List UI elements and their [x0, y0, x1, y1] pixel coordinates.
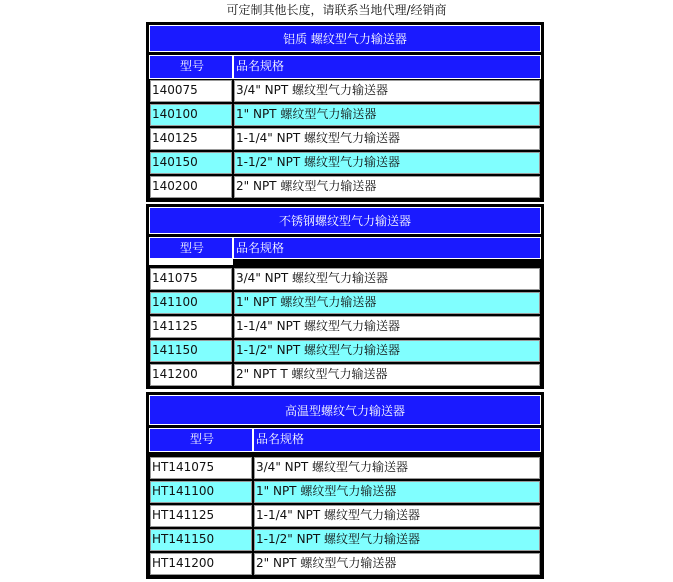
spec-cell: 2" NPT T 螺纹型气力输送器 — [233, 363, 541, 387]
table-row — [149, 315, 541, 339]
spec-cell: 1-1/4" NPT 螺纹型气力输送器 — [253, 504, 541, 528]
table-row — [149, 480, 541, 504]
table-row — [149, 291, 541, 315]
model-cell: 140125 — [149, 127, 233, 151]
length-note: 可定制其他长度，请联系当地代理/经销商 — [226, 3, 447, 17]
column-header-model: 型号 — [149, 237, 233, 259]
stainless-table — [146, 204, 544, 389]
model-cell: HT141100 — [149, 480, 253, 504]
model-cell: 140200 — [149, 175, 233, 199]
table-row — [149, 552, 541, 576]
spec-cell: 1-1/4" NPT 螺纹型气力输送器 — [233, 127, 541, 151]
spec-cell: 1" NPT 螺纹型气力输送器 — [233, 291, 541, 315]
spec-cell: 1-1/2" NPT 螺纹型气力输送器 — [233, 339, 541, 363]
table-row — [149, 175, 541, 199]
model-cell: 140100 — [149, 103, 233, 127]
table-row — [149, 79, 541, 103]
table-row — [149, 504, 541, 528]
spec-cell: 3/4" NPT 螺纹型气力输送器 — [233, 79, 541, 103]
table-title: 不锈钢螺纹型气力输送器 — [149, 207, 541, 234]
table-row — [149, 456, 541, 480]
spec-cell: 2" NPT 螺纹型气力输送器 — [233, 175, 541, 199]
high-temp-table — [146, 392, 544, 579]
spec-cell: 1" NPT 螺纹型气力输送器 — [253, 480, 541, 504]
spec-cell: 1" NPT 螺纹型气力输送器 — [233, 103, 541, 127]
column-header-model: 型号 — [149, 55, 233, 79]
column-header-spec: 品名规格 — [233, 55, 541, 79]
model-cell: 141150 — [149, 339, 233, 363]
table-header-row — [149, 237, 541, 259]
model-cell: 141125 — [149, 315, 233, 339]
model-cell: HT141150 — [149, 528, 253, 552]
model-cell: 141100 — [149, 291, 233, 315]
spec-cell: 1-1/2" NPT 螺纹型气力输送器 — [233, 151, 541, 175]
column-header-spec: 品名规格 — [253, 428, 541, 452]
spec-cell: 1-1/4" NPT 螺纹型气力输送器 — [233, 315, 541, 339]
model-cell: 140075 — [149, 79, 233, 103]
model-cell: 141075 — [149, 267, 233, 291]
model-cell: 140150 — [149, 151, 233, 175]
spec-cell: 2" NPT 螺纹型气力输送器 — [253, 552, 541, 576]
model-cell: HT141075 — [149, 456, 253, 480]
table-row — [149, 528, 541, 552]
aluminum-table — [146, 22, 544, 202]
spec-cell: 1-1/2" NPT 螺纹型气力输送器 — [253, 528, 541, 552]
table-title: 高温型螺纹气力输送器 — [149, 395, 541, 425]
table-title: 铝质 螺纹型气力输送器 — [149, 25, 541, 52]
table-row — [149, 363, 541, 387]
model-cell: HT141200 — [149, 552, 253, 576]
model-cell: HT141125 — [149, 504, 253, 528]
column-header-spec: 品名规格 — [233, 237, 541, 259]
model-cell: 141200 — [149, 363, 233, 387]
table-header-row — [149, 428, 541, 452]
table-header-row — [149, 55, 541, 79]
table-row — [149, 103, 541, 127]
table-row — [149, 339, 541, 363]
table-row — [149, 127, 541, 151]
spec-cell: 3/4" NPT 螺纹型气力输送器 — [233, 267, 541, 291]
spec-cell: 3/4" NPT 螺纹型气力输送器 — [253, 456, 541, 480]
table-row — [149, 151, 541, 175]
table-row — [149, 267, 541, 291]
column-header-model: 型号 — [149, 428, 253, 452]
header-gap — [149, 259, 541, 265]
